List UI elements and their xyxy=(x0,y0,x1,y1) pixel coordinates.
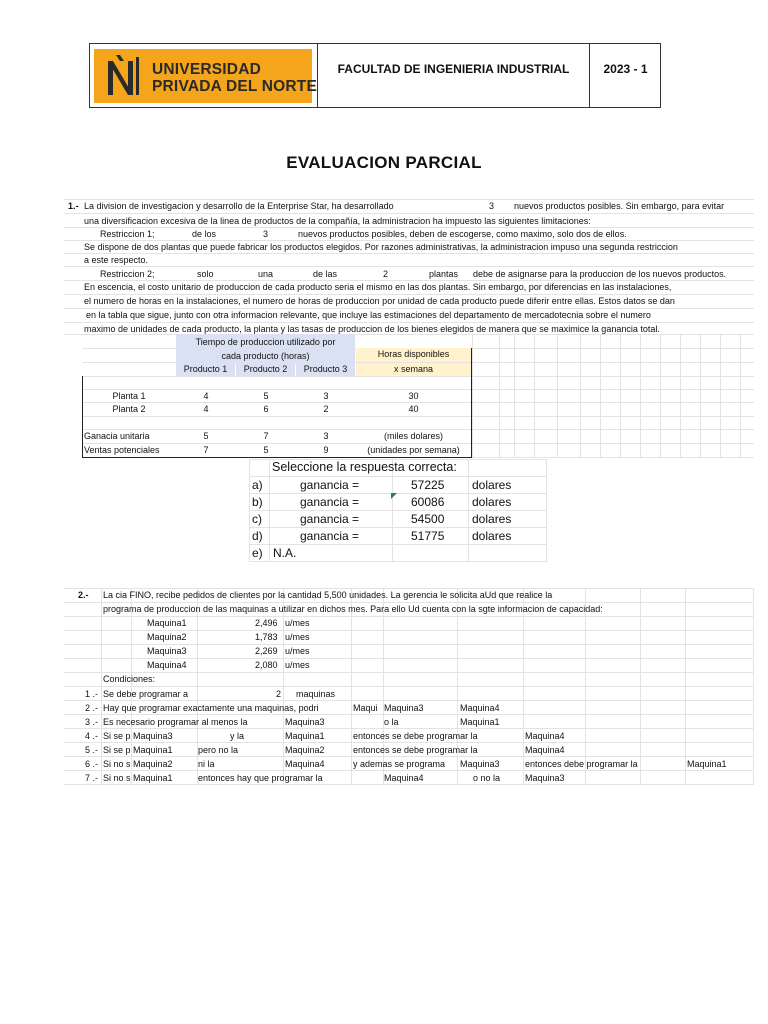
grid-line xyxy=(753,588,754,784)
q1-text: Restriccion 1; xyxy=(100,229,155,239)
table-cell: 7 xyxy=(263,431,269,441)
grid-line xyxy=(740,334,741,457)
condition-number: 7 .- xyxy=(85,773,99,783)
table-cell: 7 xyxy=(203,445,209,455)
grid-line xyxy=(64,686,754,687)
machine-capacity: 2,496 xyxy=(255,618,278,628)
condition-number: 1 .- xyxy=(85,689,99,699)
table-cell: 5 xyxy=(263,445,269,455)
grid-line xyxy=(685,588,686,784)
grid-line xyxy=(468,459,469,561)
q1-text: Se dispone de dos plantas que puede fabricar los productos elegidos. Por razones administrativas, la administracion impuso una segunda restriccion xyxy=(84,242,678,252)
row-label: Ventas potenciales xyxy=(84,445,160,455)
q1-text: de los xyxy=(192,229,217,239)
q2-text: programa de produccion de las maquinas a utilizar en dichos mes. Para ello Ud cuenta con la sgte informacion de capacidad: xyxy=(103,604,603,614)
grid-line xyxy=(82,457,472,458)
condition-number: 5 .- xyxy=(85,745,99,755)
condition-text: Maquina1 xyxy=(460,717,500,727)
grid-line xyxy=(546,459,547,561)
hours-header: Horas disponibles xyxy=(356,348,471,362)
condition-text: Maquina4 xyxy=(460,703,500,713)
machine-name: Maquina4 xyxy=(147,660,187,670)
grid-line xyxy=(351,588,352,784)
table-cell: 5 xyxy=(203,431,209,441)
condition-text: Maquina1 xyxy=(285,731,325,741)
machine-capacity: 2,080 xyxy=(255,660,278,670)
grid-line xyxy=(580,334,581,457)
condition-text: Maquina3 xyxy=(525,773,565,783)
condition-text: entonces debe programar la xyxy=(525,759,638,769)
condition-number: 6 .- xyxy=(85,759,99,769)
option-unit: dolares xyxy=(472,478,512,492)
table-group-header xyxy=(176,334,355,364)
grid-line xyxy=(283,588,284,784)
faculty-name: FACULTAD DE INGENIERIA INDUSTRIAL xyxy=(337,62,570,76)
condition-text: Se debe programar a xyxy=(103,689,189,699)
condition-text: Si se p xyxy=(103,731,131,741)
option-label: ganancia = xyxy=(300,529,360,543)
condition-number: 2 .- xyxy=(85,703,99,713)
grid-line xyxy=(82,376,83,457)
header-box xyxy=(89,43,661,108)
grid-line xyxy=(82,376,754,377)
university-logo xyxy=(94,49,318,103)
option-label: ganancia = xyxy=(300,495,360,509)
condition-text: Si no s xyxy=(103,759,131,769)
option-label: N.A. xyxy=(273,546,297,560)
table-cell: 3 xyxy=(323,391,329,401)
grid-line xyxy=(620,334,621,457)
table-cell: 30 xyxy=(408,391,419,401)
question-number: 2.- xyxy=(78,590,89,600)
grid-line xyxy=(499,334,500,457)
machine-name: Maquina1 xyxy=(147,618,187,628)
condition-text: y ademas se programa xyxy=(353,759,446,769)
option-letter: a) xyxy=(252,478,263,492)
university-name-line1: UNIVERSIDAD xyxy=(152,61,261,78)
grid-line xyxy=(534,334,535,457)
condition-text: entonces se debe programar la xyxy=(353,731,478,741)
q1-text: de las xyxy=(313,269,338,279)
condition-text: entonces hay que programar la xyxy=(198,773,323,783)
grid-line xyxy=(471,348,472,457)
column-header: Producto 1 xyxy=(176,363,235,376)
machine-name: Maquina2 xyxy=(147,632,187,642)
q1-value: 3 xyxy=(263,229,269,239)
row-label: Ganacia unitaria xyxy=(84,431,150,441)
column-header: Producto 3 xyxy=(296,363,355,376)
q1-value: 3 xyxy=(489,201,495,211)
grid-line xyxy=(472,334,473,457)
q2-text: La cia FINO, recibe pedidos de clientes por la cantidad 5,500 unidades. La gerencia le solicita aUd que realice la xyxy=(103,590,553,600)
option-unit: dolares xyxy=(472,529,512,543)
grid-line xyxy=(700,334,701,457)
condition-text: o la xyxy=(384,717,399,727)
answer-prompt: Seleccione la respuesta correcta: xyxy=(272,460,457,474)
condition-text: Maquina2 xyxy=(285,745,325,755)
table-cell: (unidades por semana) xyxy=(367,445,460,455)
condition-text: Maquina3 xyxy=(384,703,424,713)
grid-line xyxy=(131,588,132,784)
grid-line xyxy=(101,588,102,784)
q1-text: En escencia, el costo unitario de produccion de cada producto seria el mismo en las dos plantas. Sin embargo, por diferencias en las instalaciones, xyxy=(84,282,672,292)
machine-capacity: 2,269 xyxy=(255,646,278,656)
condition-text: Maquina3 xyxy=(460,759,500,769)
condition-text: Maquina4 xyxy=(525,745,565,755)
condition-text: Es necesario programar al menos la xyxy=(103,717,248,727)
condition-text: Maquina3 xyxy=(285,717,325,727)
condition-text: o no la xyxy=(473,773,501,783)
condition-text: maquinas xyxy=(296,689,336,699)
condition-text: Maquina1 xyxy=(687,759,727,769)
option-letter: d) xyxy=(252,529,263,543)
machine-name: Maquina3 xyxy=(147,646,187,656)
condition-text: Si no s xyxy=(103,773,131,783)
row-label: Planta 1 xyxy=(112,391,146,401)
q1-text: nuevos productos posibles, deben de escogerse, como maximo, solo dos de ellos. xyxy=(298,229,627,239)
question-number: 1.- xyxy=(68,201,79,211)
condition-text: Maquina4 xyxy=(384,773,424,783)
grid-line xyxy=(640,588,641,784)
condition-text: Maqui xyxy=(353,703,378,713)
grid-line xyxy=(269,459,270,561)
table-cell: 3 xyxy=(323,431,329,441)
grid-line xyxy=(64,266,754,267)
option-value: 60086 xyxy=(411,495,445,509)
condition-text: 2 xyxy=(276,689,282,699)
table-cell: 2 xyxy=(323,404,329,414)
condition-text: entonces se debe programar la xyxy=(353,745,478,755)
condition-text: ni la xyxy=(198,759,215,769)
grid-line xyxy=(249,459,250,561)
condition-text: Maquina1 xyxy=(133,773,173,783)
conditions-label: Condiciones: xyxy=(103,674,156,684)
term-label: 2023 - 1 xyxy=(603,62,648,76)
condition-text: Si se p xyxy=(103,745,131,755)
q1-text: nuevos productos posibles. Sin embargo, para evitar xyxy=(514,201,725,211)
q1-text: La division de investigacion y desarrollo de la Enterprise Star, ha desarrollado xyxy=(84,201,394,211)
grid-line xyxy=(523,588,524,784)
q1-text: el numero de horas en la instalaciones, el numero de horas de produccion por unidad de cada producto puede diferir entre ellas. Estos datos se dan xyxy=(84,296,675,306)
q1-text: solo xyxy=(197,269,214,279)
comment-marker-icon xyxy=(391,493,397,499)
condition-number: 4 .- xyxy=(85,731,99,741)
hours-header-sub: x semana xyxy=(356,363,471,376)
row-label: Planta 2 xyxy=(112,404,146,414)
page-title: EVALUACION PARCIAL xyxy=(286,153,482,172)
option-letter: e) xyxy=(252,546,263,560)
table-cell: 4 xyxy=(203,391,209,401)
q1-text: una xyxy=(258,269,274,279)
table-group-header-line: cada producto (horas) xyxy=(221,351,310,361)
table-cell: 6 xyxy=(263,404,269,414)
q1-text: debe de asignarse para la produccion de los nuevos productos. xyxy=(473,269,727,279)
q1-text: en la tabla que sigue, junto con otra informacion relevante, que incluye las estimaciones del departamento de mercadotecnia sobre el numero xyxy=(86,310,651,320)
grid-line xyxy=(64,213,754,214)
grid-line xyxy=(680,334,681,457)
condition-text: Maquina2 xyxy=(133,759,173,769)
machine-unit: u/mes xyxy=(285,618,310,628)
q1-text: plantas xyxy=(429,269,459,279)
grid-line xyxy=(720,334,721,457)
condition-number: 3 .- xyxy=(85,717,99,727)
grid-line xyxy=(514,334,515,457)
table-cell: (miles dolares) xyxy=(383,431,443,441)
grid-line xyxy=(640,334,641,457)
option-letter: c) xyxy=(252,512,262,526)
column-header: Producto 2 xyxy=(236,363,295,376)
grid-line xyxy=(585,588,586,784)
table-group-header-line: Tiempo de produccion utilizado por xyxy=(195,337,336,347)
table-cell: 40 xyxy=(408,404,419,414)
q1-text: Restriccion 2; xyxy=(100,269,155,279)
machine-unit: u/mes xyxy=(285,646,310,656)
machine-capacity: 1,783 xyxy=(255,632,278,642)
option-letter: b) xyxy=(252,495,263,509)
upn-logo-icon xyxy=(102,53,146,99)
table-cell: 9 xyxy=(323,445,329,455)
grid-line xyxy=(64,672,754,673)
condition-text: Hay que programar exactamente una maquinas, podri xyxy=(103,703,319,713)
option-label: ganancia = xyxy=(300,512,360,526)
condition-text: Maquina4 xyxy=(285,759,325,769)
grid-line xyxy=(557,334,558,457)
grid-line xyxy=(82,416,754,417)
machine-unit: u/mes xyxy=(285,660,310,670)
condition-text: Maquina3 xyxy=(133,731,173,741)
grid-line xyxy=(600,334,601,457)
option-value: 57225 xyxy=(411,478,445,492)
option-unit: dolares xyxy=(472,495,512,509)
table-cell: 4 xyxy=(203,404,209,414)
q1-value: 2 xyxy=(383,269,389,279)
machine-unit: u/mes xyxy=(285,632,310,642)
option-value: 51775 xyxy=(411,529,445,543)
university-name-line2: PRIVADA DEL NORTE xyxy=(152,78,318,95)
condition-text: pero no la xyxy=(198,745,239,755)
option-unit: dolares xyxy=(472,512,512,526)
condition-text: y la xyxy=(230,731,245,741)
q1-text: una diversificacion excesiva de la linea de productos de la compañía, la administracion ha impuesto las siguientes limitaciones: xyxy=(84,216,591,226)
grid-line xyxy=(660,334,661,457)
table-cell: 5 xyxy=(263,391,269,401)
q1-text: a este respecto. xyxy=(84,255,149,265)
option-label: ganancia = xyxy=(300,478,360,492)
condition-text: Maquina1 xyxy=(133,745,173,755)
option-value: 54500 xyxy=(411,512,445,526)
q1-text: maximo de unidades de cada producto, la planta y las tasas de produccion de los bienes elegidos de manera que se maximice la ganancia total. xyxy=(84,324,660,334)
condition-text: Maquina4 xyxy=(525,731,565,741)
